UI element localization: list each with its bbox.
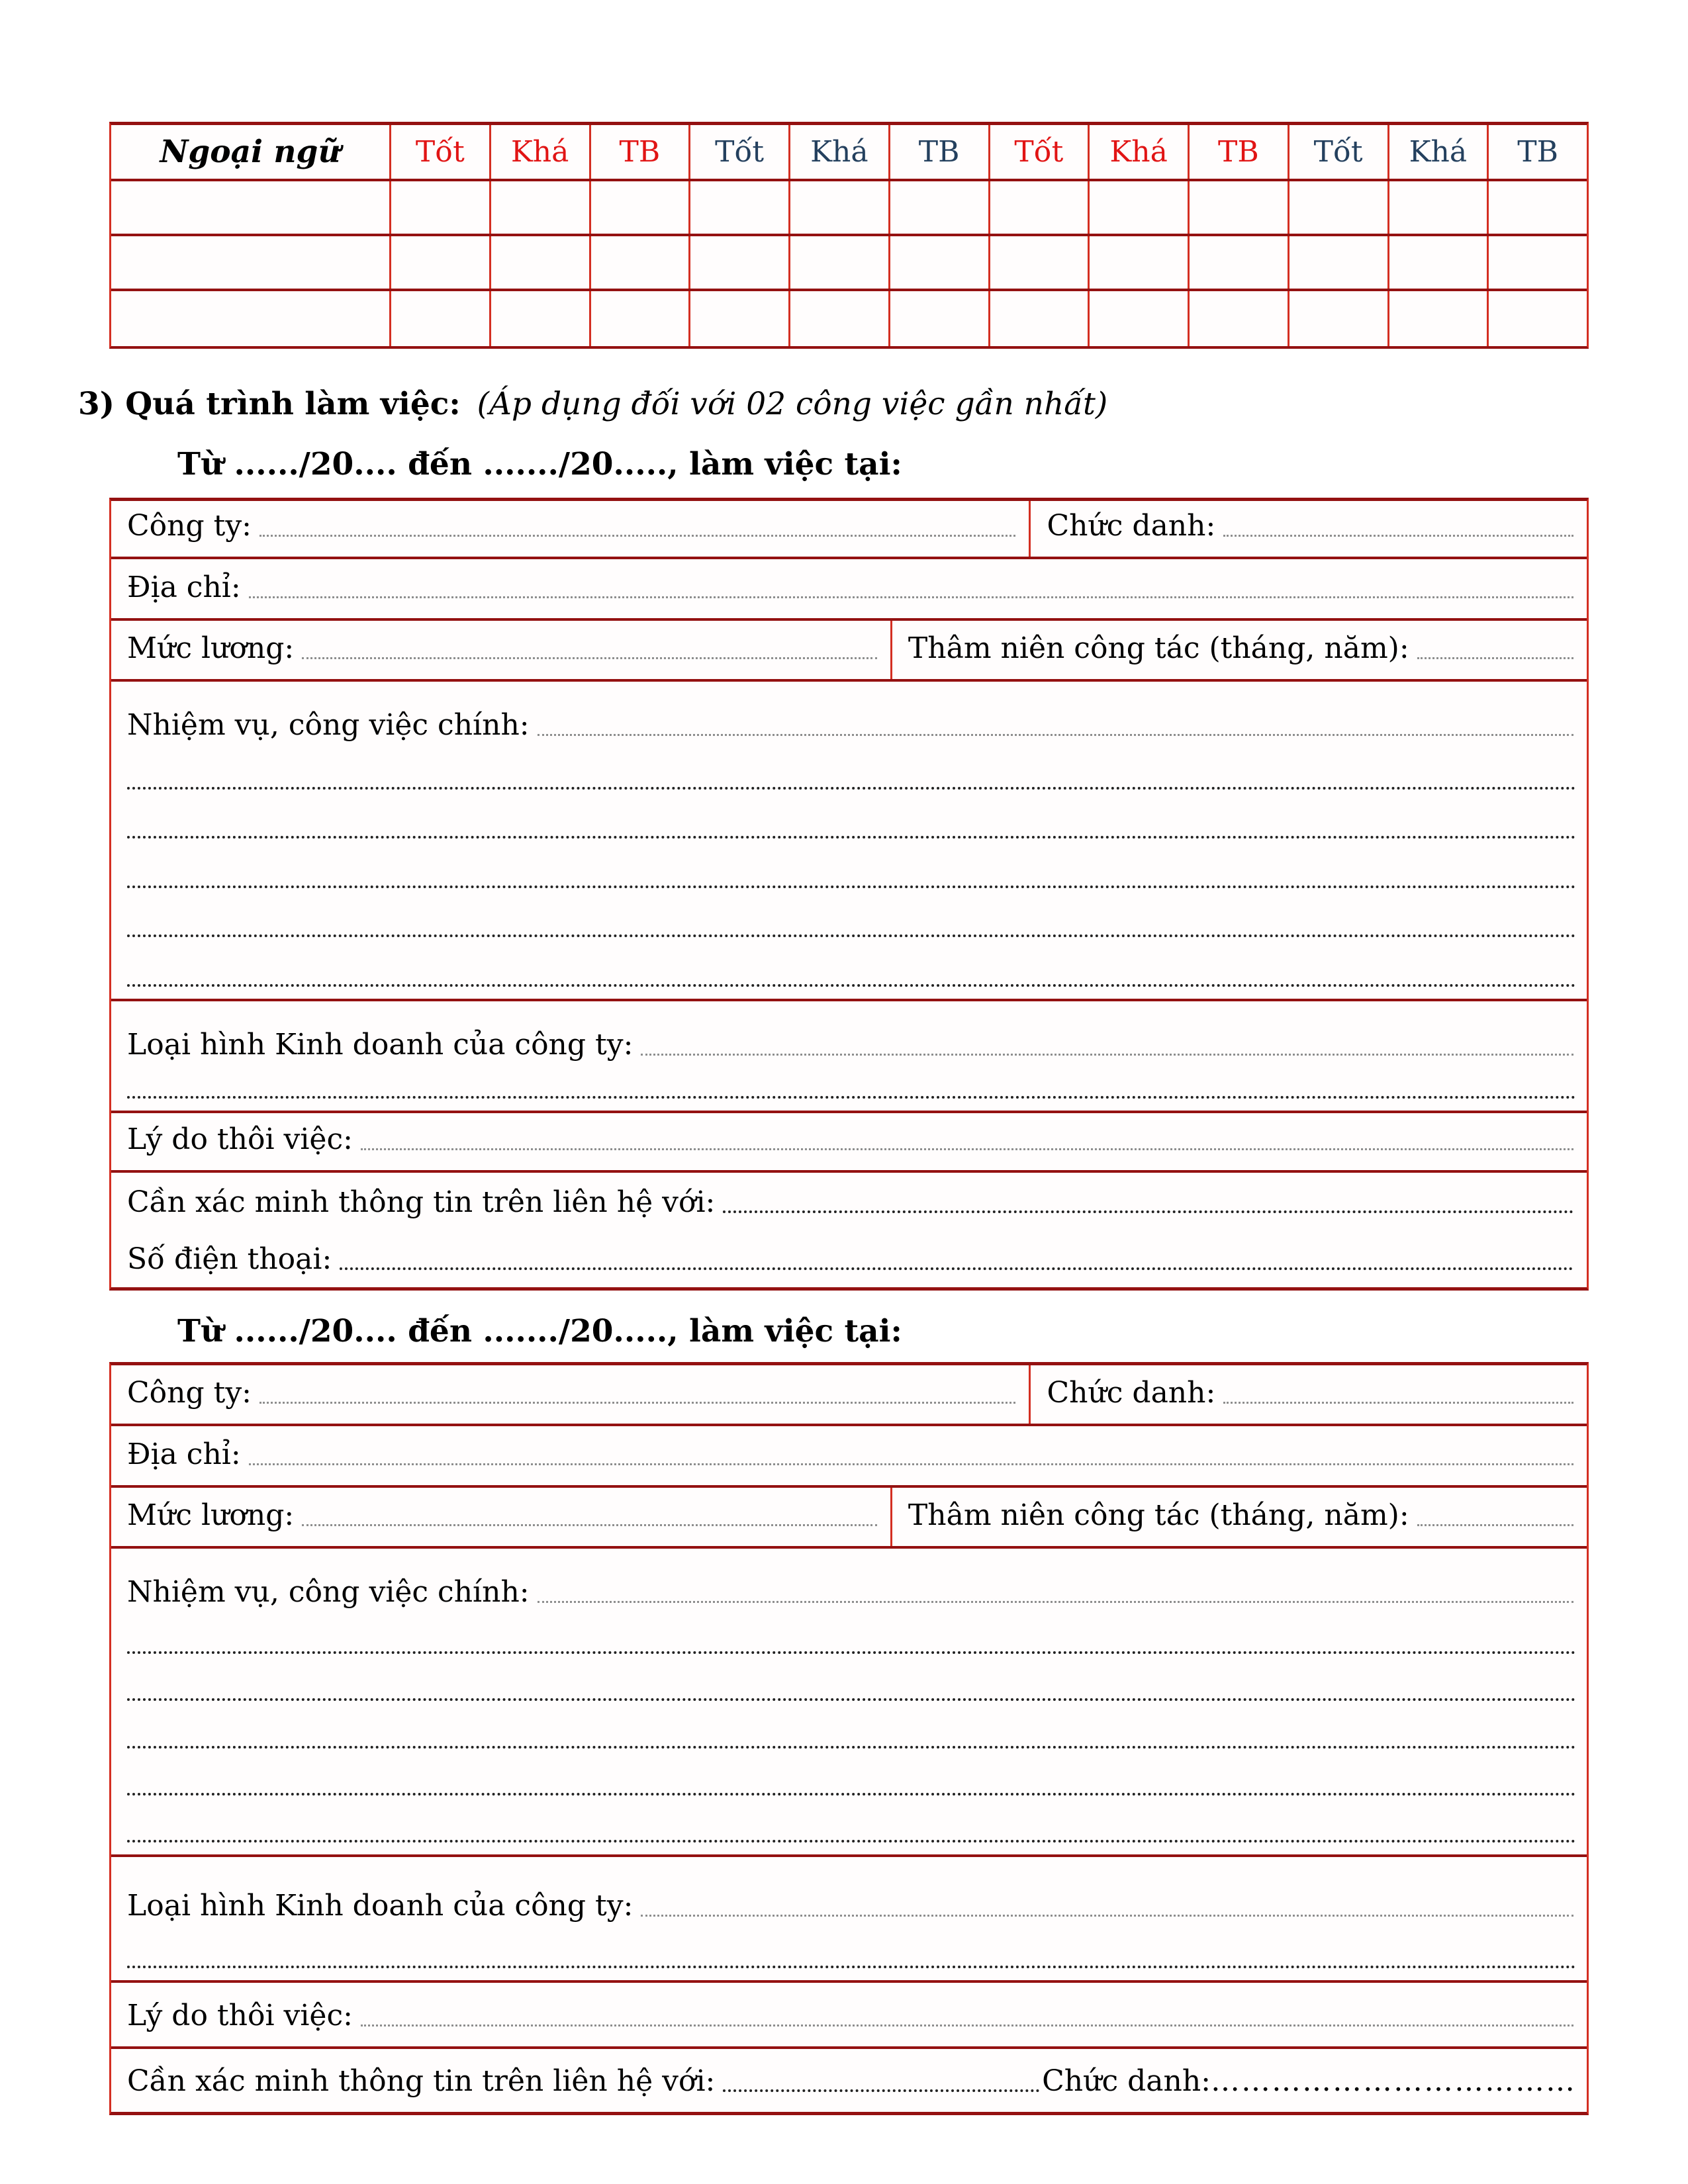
level-header-kha: Khá bbox=[1088, 125, 1188, 179]
section-title: 3) Quá trình làm việc: bbox=[78, 386, 461, 422]
resign-reason-fill-line[interactable] bbox=[361, 1148, 1573, 1150]
business-type-row bbox=[111, 1857, 1587, 1983]
language-table-row bbox=[111, 181, 1587, 236]
level-header-tb: TB bbox=[1188, 125, 1288, 179]
address-cell bbox=[111, 1426, 1587, 1485]
language-skill-cell[interactable] bbox=[1487, 291, 1587, 346]
language-skill-cell[interactable] bbox=[988, 291, 1088, 346]
company-fill-line[interactable] bbox=[259, 535, 1015, 537]
business-type-fill-line[interactable] bbox=[641, 1054, 1573, 1056]
level-header-tb: TB bbox=[1487, 125, 1587, 179]
fill-line[interactable] bbox=[127, 787, 1576, 790]
verify-line bbox=[127, 1173, 1576, 1230]
job-title-label: Chức danh: bbox=[1047, 1376, 1216, 1410]
fill-line[interactable] bbox=[127, 1840, 1576, 1843]
fill-line[interactable] bbox=[127, 1096, 1576, 1099]
salary-label: Mức lương: bbox=[127, 1498, 295, 1533]
verify-fill-line[interactable] bbox=[723, 2089, 1039, 2092]
fill-line[interactable] bbox=[127, 1793, 1576, 1796]
address-fill-line[interactable] bbox=[249, 596, 1573, 598]
company-label: Công ty: bbox=[127, 509, 252, 543]
language-table-title: Ngoại ngữ bbox=[160, 134, 341, 170]
language-skill-cell[interactable] bbox=[1387, 181, 1487, 234]
resign-reason-cell bbox=[111, 1983, 1587, 2046]
verify-row bbox=[111, 1173, 1587, 1287]
address-label: Địa chỉ: bbox=[127, 570, 241, 605]
language-name-cell[interactable] bbox=[111, 291, 389, 346]
duties-label: Nhiệm vụ, công việc chính: bbox=[127, 1575, 530, 1610]
level-header-tot: Tốt bbox=[988, 125, 1088, 179]
duties-row bbox=[111, 682, 1587, 1001]
duties-cell bbox=[111, 1549, 1587, 1854]
fill-line[interactable] bbox=[127, 1651, 1576, 1654]
seniority-cell bbox=[890, 1488, 1587, 1546]
language-skill-cell[interactable] bbox=[389, 236, 489, 289]
resign-reason-row bbox=[111, 1113, 1587, 1173]
language-skill-cell[interactable] bbox=[1188, 291, 1288, 346]
language-skill-cell[interactable] bbox=[888, 236, 988, 289]
language-skill-cell[interactable] bbox=[1088, 236, 1188, 289]
phone-line bbox=[127, 1230, 1576, 1288]
level-header-kha: Khá bbox=[489, 125, 589, 179]
language-name-cell[interactable] bbox=[111, 236, 389, 289]
duties-fill-line[interactable] bbox=[538, 1601, 1573, 1603]
language-skill-cell[interactable] bbox=[1387, 236, 1487, 289]
level-header-tot: Tốt bbox=[1288, 125, 1387, 179]
resign-reason-row bbox=[111, 1983, 1587, 2049]
language-skill-cell[interactable] bbox=[1288, 236, 1387, 289]
business-type-label: Loại hình Kinh doanh của công ty: bbox=[127, 1889, 633, 1923]
duties-extra-line bbox=[127, 1666, 1576, 1713]
verify-cell bbox=[111, 1173, 1587, 1287]
salary-row bbox=[111, 1488, 1587, 1549]
duties-label-line bbox=[127, 682, 1576, 752]
duties-extra-line bbox=[127, 1619, 1576, 1666]
duties-extra-line bbox=[127, 1807, 1576, 1854]
language-skill-cell[interactable] bbox=[788, 291, 888, 346]
company-label: Công ty: bbox=[127, 1376, 252, 1410]
language-skill-cell[interactable] bbox=[489, 291, 589, 346]
seniority-fill-line[interactable] bbox=[1417, 1524, 1573, 1526]
level-header-kha: Khá bbox=[1387, 125, 1487, 179]
business-type-cell bbox=[111, 1857, 1587, 1980]
language-skill-cell[interactable] bbox=[489, 181, 589, 234]
business-type-cell bbox=[111, 1001, 1587, 1111]
duties-label: Nhiệm vụ, công việc chính: bbox=[127, 708, 530, 743]
duties-fill-line[interactable] bbox=[538, 734, 1573, 736]
duties-extra-line bbox=[127, 949, 1576, 999]
fill-line[interactable] bbox=[127, 934, 1576, 937]
salary-cell bbox=[111, 621, 890, 679]
duties-extra-line bbox=[127, 850, 1576, 900]
language-skill-cell[interactable] bbox=[1188, 236, 1288, 289]
job-title-label: Chức danh: bbox=[1047, 509, 1216, 543]
fill-line[interactable] bbox=[127, 1746, 1576, 1749]
duties-extra-line bbox=[127, 1760, 1576, 1807]
salary-fill-line[interactable] bbox=[302, 1524, 877, 1526]
fill-line[interactable] bbox=[127, 1698, 1576, 1701]
business-type-label: Loại hình Kinh doanh của công ty: bbox=[127, 1028, 633, 1062]
verify-row bbox=[111, 2049, 1587, 2112]
phone-fill-line[interactable] bbox=[340, 1267, 1573, 1270]
language-skill-cell[interactable] bbox=[1088, 181, 1188, 234]
resign-reason-fill-line[interactable] bbox=[361, 2025, 1573, 2026]
verify-title-label: Chức danh: bbox=[1042, 2064, 1211, 2099]
phone-label: Số điện thoại: bbox=[127, 1242, 332, 1277]
business-type-label-line bbox=[127, 1857, 1576, 1933]
verify-cell bbox=[111, 2049, 1587, 2112]
address-row bbox=[111, 1426, 1587, 1488]
language-table-row bbox=[111, 236, 1587, 291]
duties-extra-line bbox=[127, 801, 1576, 851]
job-title-cell bbox=[1029, 501, 1587, 557]
salary-row bbox=[111, 621, 1587, 682]
duties-extra-line bbox=[127, 900, 1576, 950]
resign-reason-label: Lý do thôi việc: bbox=[127, 1999, 353, 2033]
language-skill-cell[interactable] bbox=[988, 236, 1088, 289]
company-row bbox=[111, 501, 1587, 559]
language-skill-cell[interactable] bbox=[1487, 236, 1587, 289]
duties-extra-line bbox=[127, 752, 1576, 801]
period-heading-2: Từ ....../20.... đến ......./20....., làm việc tại: bbox=[177, 1313, 902, 1349]
language-skill-cell[interactable] bbox=[489, 236, 589, 289]
job-title-cell bbox=[1029, 1365, 1587, 1424]
level-header-kha: Khá bbox=[788, 125, 888, 179]
duties-row bbox=[111, 1549, 1587, 1857]
seniority-label: Thâm niên công tác (tháng, năm): bbox=[908, 631, 1409, 666]
company-cell bbox=[111, 1365, 1029, 1424]
language-skill-cell[interactable] bbox=[589, 291, 689, 346]
language-skill-cell[interactable] bbox=[1188, 181, 1288, 234]
language-skill-cell[interactable] bbox=[888, 181, 988, 234]
fill-line[interactable] bbox=[127, 984, 1576, 987]
address-fill-line[interactable] bbox=[249, 1463, 1573, 1465]
company-cell bbox=[111, 501, 1029, 557]
language-skill-cell[interactable] bbox=[988, 181, 1088, 234]
language-skill-cell[interactable] bbox=[589, 236, 689, 289]
address-label: Địa chỉ: bbox=[127, 1437, 241, 1472]
language-skill-cell[interactable] bbox=[788, 181, 888, 234]
address-row bbox=[111, 559, 1587, 621]
duties-cell bbox=[111, 682, 1587, 999]
job1-table bbox=[109, 498, 1589, 1291]
verify-label: Cần xác minh thông tin trên liên hệ với: bbox=[127, 2064, 716, 2099]
language-skill-cell[interactable] bbox=[1487, 181, 1587, 234]
business-type-extra-line bbox=[127, 1071, 1576, 1111]
resign-reason-cell bbox=[111, 1113, 1587, 1170]
business-type-fill-line[interactable] bbox=[641, 1915, 1573, 1917]
salary-fill-line[interactable] bbox=[302, 657, 877, 659]
salary-label: Mức lương: bbox=[127, 631, 295, 666]
salary-cell bbox=[111, 1488, 890, 1546]
level-header-tb: TB bbox=[888, 125, 988, 179]
language-name-cell[interactable] bbox=[111, 181, 389, 234]
seniority-cell bbox=[890, 621, 1587, 679]
duties-extra-line bbox=[127, 1713, 1576, 1760]
job-title-fill-line[interactable] bbox=[1223, 1402, 1573, 1404]
language-skill-cell[interactable] bbox=[1088, 291, 1188, 346]
language-skill-cell[interactable] bbox=[589, 181, 689, 234]
language-skill-cell[interactable] bbox=[389, 291, 489, 346]
company-fill-line[interactable] bbox=[259, 1402, 1015, 1404]
fill-line[interactable] bbox=[127, 1966, 1576, 1968]
language-table-row bbox=[111, 291, 1587, 346]
seniority-label: Thâm niên công tác (tháng, năm): bbox=[908, 1498, 1409, 1533]
resign-reason-label: Lý do thôi việc: bbox=[127, 1122, 353, 1157]
language-skills-table bbox=[109, 122, 1589, 349]
verify-fill-line[interactable] bbox=[723, 1210, 1573, 1213]
duties-label-line bbox=[127, 1549, 1576, 1619]
job-title-fill-line[interactable] bbox=[1223, 535, 1573, 537]
section-note: (Áp dụng đối với 02 công việc gần nhất) bbox=[477, 386, 1108, 422]
verify-title-fill-dots[interactable]: ……………………………… bbox=[1211, 2064, 1576, 2099]
language-table-header-row bbox=[111, 125, 1587, 181]
business-type-extra-line bbox=[127, 1933, 1576, 1980]
language-skill-cell[interactable] bbox=[788, 236, 888, 289]
level-header-tot: Tốt bbox=[389, 125, 489, 179]
company-row bbox=[111, 1365, 1587, 1426]
address-cell bbox=[111, 559, 1587, 618]
language-skill-cell[interactable] bbox=[888, 291, 988, 346]
language-skill-cell[interactable] bbox=[1387, 291, 1487, 346]
business-type-row bbox=[111, 1001, 1587, 1113]
fill-line[interactable] bbox=[127, 836, 1576, 839]
level-header-tot: Tốt bbox=[688, 125, 788, 179]
job2-table bbox=[109, 1362, 1589, 2115]
seniority-fill-line[interactable] bbox=[1417, 657, 1573, 659]
section-heading bbox=[78, 386, 1107, 423]
language-skill-cell[interactable] bbox=[389, 181, 489, 234]
language-skill-cell[interactable] bbox=[688, 291, 788, 346]
level-header-tb: TB bbox=[589, 125, 689, 179]
fill-line[interactable] bbox=[127, 886, 1576, 888]
verify-label: Cần xác minh thông tin trên liên hệ với: bbox=[127, 1185, 716, 1219]
language-skill-cell[interactable] bbox=[1288, 181, 1387, 234]
business-type-label-line bbox=[127, 1001, 1576, 1071]
language-skill-cell[interactable] bbox=[1288, 291, 1387, 346]
period-heading-1: Từ ....../20.... đến ......./20....., làm việc tại: bbox=[177, 446, 902, 482]
language-skill-cell[interactable] bbox=[688, 181, 788, 234]
language-column-header bbox=[111, 125, 389, 179]
language-skill-cell[interactable] bbox=[688, 236, 788, 289]
